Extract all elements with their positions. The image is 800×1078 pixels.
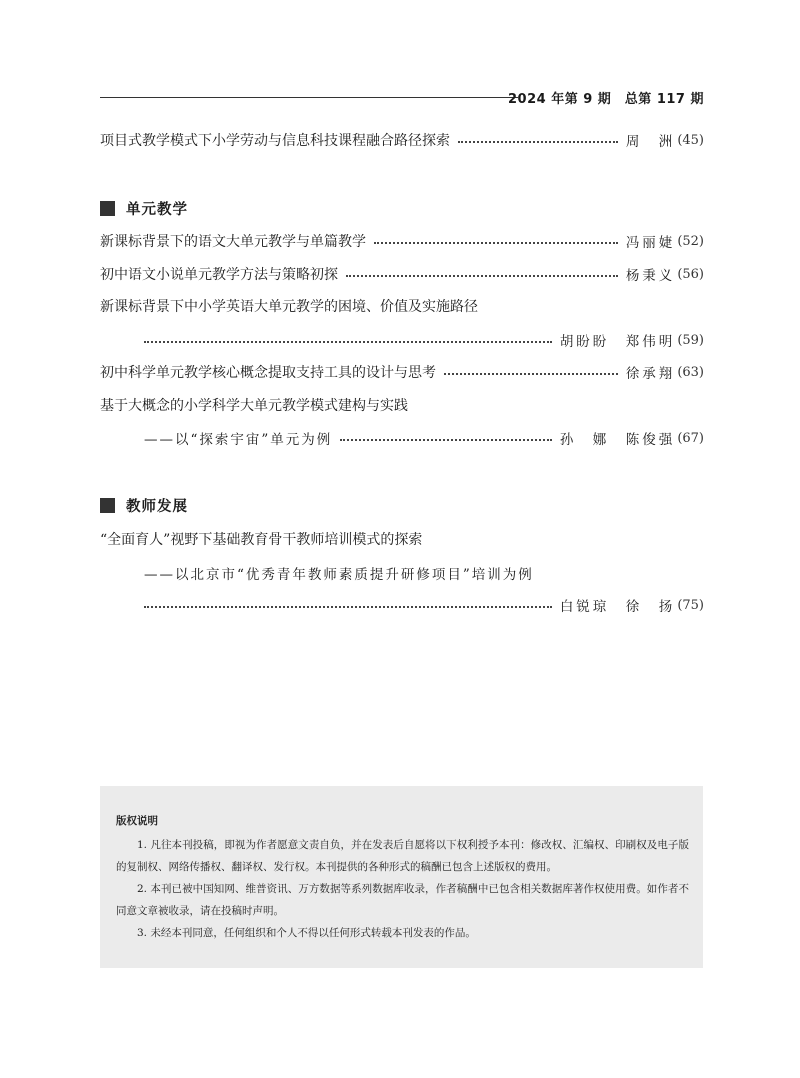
dot-leader [144,606,552,608]
dot-leader [340,439,552,441]
entry-title: 新课标背景下中小学英语大单元教学的困境、价值及实施路径 [100,299,478,315]
issue-label: 2024 年第 9 期 总第 117 期 [508,92,704,107]
toc-entry[interactable] [100,229,704,253]
copyright-paragraph: 2. 本刊已被中国知网、维普资讯、万方数据等系列数据库收录，作者稿酬中已包含相关数据库著作权使用费。如作者不同意文章被收录，请在投稿时声明。 [116,883,689,917]
copyright-paragraph: 3. 未经本刊同意，任何组织和个人不得以任何形式转载本刊发表的作品。 [137,927,476,939]
entry-title: “全面育人”视野下基础教育骨干教师培训模式的探索 [100,532,423,548]
entry-title: 基于大概念的小学科学大单元教学模式建构与实践 [100,398,408,414]
page-header [100,88,704,110]
toc-entry[interactable] [100,393,704,457]
entry-author: 冯丽婕 [625,235,676,251]
section-heading-teacher-development [100,494,188,516]
entry-author: 孙 娜 陈俊强 [559,432,676,448]
entry-author: 杨秉义 [625,268,676,284]
entry-page: (45) [677,132,704,148]
entry-title: 初中语文小说单元教学方法与策略初探 [100,267,338,283]
entry-page: (63) [677,364,704,380]
entry-author: 胡盼盼 郑伟明 [559,334,676,350]
dot-leader [444,373,618,375]
copyright-notice [100,786,703,968]
header-rule [100,97,518,98]
dot-leader [144,341,552,343]
toc-entry[interactable] [100,360,704,384]
entry-page: (75) [677,597,704,613]
copyright-title: 版权说明 [116,815,158,827]
entry-title: 项目式教学模式下小学劳动与信息科技课程融合路径探索 [100,133,450,149]
entry-author: 徐承翔 [625,366,676,382]
toc-entry[interactable] [100,527,704,617]
toc-entry[interactable] [100,262,704,286]
entry-subtitle: ——以北京市“优秀青年教师素质提升研修项目”培训为例 [144,567,534,583]
entry-title: 新课标背景下的语文大单元教学与单篇教学 [100,234,366,250]
entry-author: 周 洲 [625,134,676,150]
entry-page: (67) [677,430,704,446]
dot-leader [374,242,618,244]
section-heading-unit-teaching [100,197,188,219]
entry-page: (52) [677,233,704,249]
section-square-icon [100,201,115,216]
section-label: 单元教学 [126,201,188,218]
entry-page: (59) [677,332,704,348]
entry-author: 白锐琼 徐 扬 [559,599,676,615]
entry-subtitle: ——以“探索宇宙”单元为例 [144,432,333,448]
section-square-icon [100,498,115,513]
toc-entry[interactable] [100,128,704,152]
toc-entry[interactable] [100,294,704,358]
dot-leader [346,275,618,277]
entry-page: (56) [677,266,704,282]
dot-leader [458,141,618,143]
entry-title: 初中科学单元教学核心概念提取支持工具的设计与思考 [100,365,436,381]
section-label: 教师发展 [126,498,188,515]
copyright-paragraph: 1. 凡往本刊投稿，即视为作者愿意文责自负，并在发表后自愿将以下权利授予本刊：修改权、汇编权、印刷权及电子版的复制权、网络传播权、翻译权、发行权。本刊提供的各种形式的稿酬已包含上述版权的费用。 [116,839,689,873]
